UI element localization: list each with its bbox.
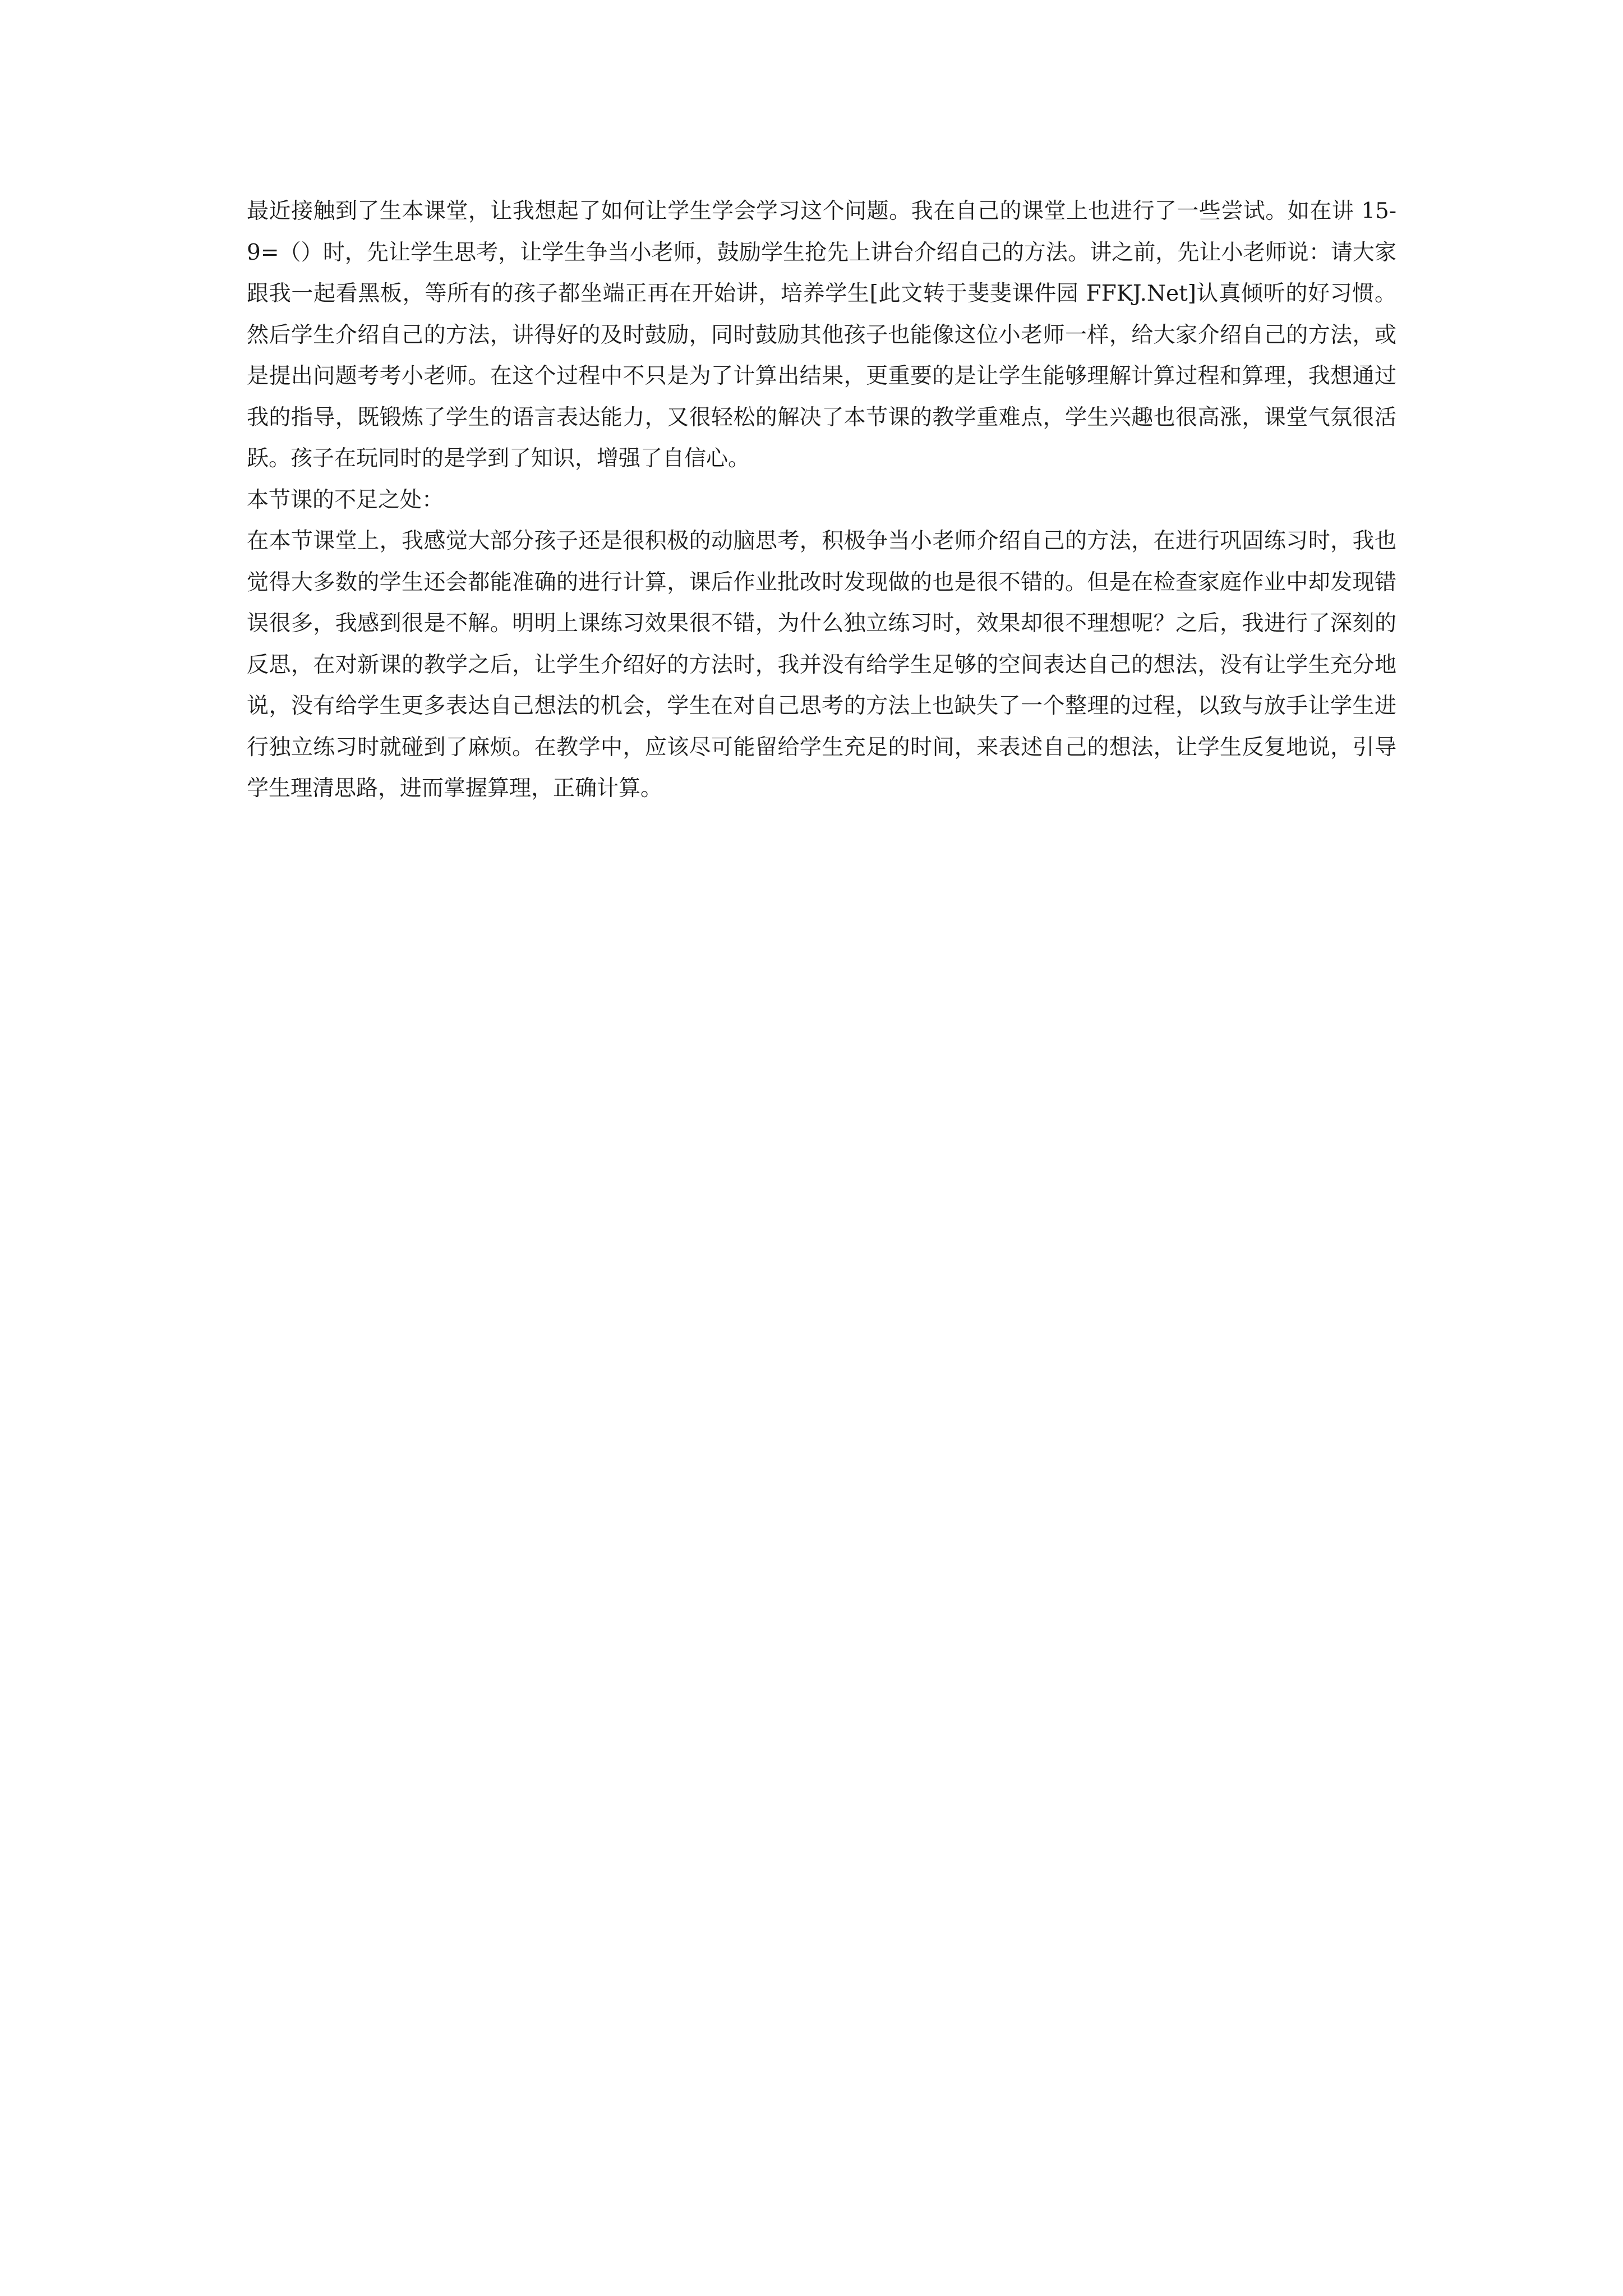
section-heading: 本节课的不足之处： [247,487,444,513]
document-body [247,191,1396,809]
paragraph-reflection: 最近接触到了生本课堂，让我想起了如何让学生学会学习这个问题。我在自己的课堂上也进行了一些尝试。如在讲 15-9=（）时，先让学生思考，让学生争当小老师，鼓励学生抢先上讲台介绍自己的方法。讲之前，先让小老师说：请大家跟我一起看黑板，等所有的孩子都坐端正再在开始讲，培养学生[此文转于斐斐课件园 FFKJ.Net]认真倾听的好习惯。然后学生介绍自己的方法，讲得好的及时鼓励，同时鼓励其他孩子也能像这位小老师一样，给大家介绍自己的方法，或是提出问题考考小老师。在这个过程中不只是为了计算出结果，更重要的是让学生能够理解计算过程和算理，我想通过我的指导，既锻炼了学生的语言表达能力，又很轻松的解决了本节课的教学重难点，学生兴趣也很高涨，课堂气氛很活跃。孩子在玩同时的是学到了知识，增强了自信心。 [247,199,1396,471]
paragraph-shortcomings: 在本节课堂上，我感觉大部分孩子还是很积极的动脑思考，积极争当小老师介绍自己的方法，在进行巩固练习时，我也觉得大多数的学生还会都能准确的进行计算，课后作业批改时发现做的也是很不错的。但是在检查家庭作业中却发现错误很多，我感到很是不解。明明上课练习效果很不错，为什么独立练习时，效果却很不理想呢？之后，我进行了深刻的反思，在对新课的教学之后，让学生介绍好的方法时，我并没有给学生足够的空间表达自己的想法，没有让学生充分地说，没有给学生更多表达自己想法的机会，学生在对自己思考的方法上也缺失了一个整理的过程，以致与放手让学生进行独立练习时就碰到了麻烦。在教学中，应该尽可能留给学生充足的时间，来表述自己的想法，让学生反复地说，引导学生理清思路，进而掌握算理，正确计算。 [247,528,1396,801]
